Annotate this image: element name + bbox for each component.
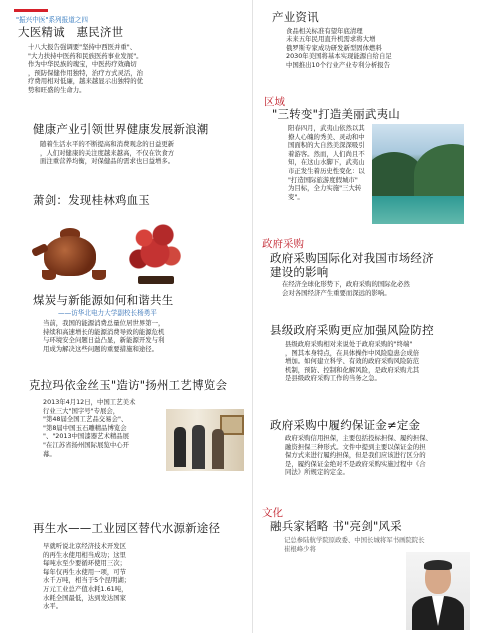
industry-news-list xyxy=(286,27,392,69)
section-header-region: 区域 xyxy=(264,96,285,108)
article-title-coal-energy[interactable]: 煤炭与新能源如何和谐共生 xyxy=(33,293,174,307)
news-item[interactable]: 中国推出10个行业产业专利分析报告 xyxy=(286,60,390,69)
article-title-performance-bond[interactable]: 政府采购中履约保证金≠定金 xyxy=(270,418,421,432)
news-item[interactable]: 未来五年民用直升机需求将大增 xyxy=(286,35,376,44)
article-title-recycled-water[interactable]: 再生水——工业园区替代水源新途径 xyxy=(33,521,221,535)
article-summary-recycled-water: 早就听说北京经济技术开发区 的再生水使用相当成功；这里 每吨水至少要循环使用三次； 每年仅再生水使用一项，可节 水千万吨，相当于5个昆明湖； 万元工业总产值水耗1.61吨， 水耗全国最低，达到发达国家 水平。 xyxy=(43,542,131,611)
column-divider xyxy=(252,0,253,633)
section-header-industry-news: 产业资讯 xyxy=(272,10,319,24)
mountain-lake-photo xyxy=(372,124,464,224)
section-header-culture: 文化 xyxy=(262,507,283,519)
article-summary-health-industry: 随着生活水平的不断提高和消费观念的日益更新 ，人们对健康的关注度越来越高，不仅在饮食方 面注重营养均衡，对保健品的需求也日益增多。 xyxy=(40,140,175,166)
article-summary-karamay-jade: 2013年4月12日，中国工艺美术 行业三大"国字号"专展会， "第48届全国工艺品交易会"、 "第8届中国玉石雕精品博览会 "、"2013中国漆器艺术精品展 "在江苏省扬州国际展览中心开 幕。 xyxy=(43,398,136,458)
article-title-general-calligraphy[interactable]: 融兵家韬略 书"亮剑"风采 xyxy=(270,519,402,533)
article-subtitle-coal-energy: ——访华北电力大学副校长杨勇平 xyxy=(58,309,157,317)
article-summary-county-procurement-risk: 县级政府采购相对来说处于政府采购的"终端" ，图其本身特点，在具体操作中风险隐患会成倍 增加。如何建立科学、有效的政府采购风险防范 机制，预防、控制和化解风险，是政府采购尤其 是县级政府采购工作的当务之急。 xyxy=(285,340,420,383)
teapot-coral-photo xyxy=(30,214,194,288)
article-title-wuyishan[interactable]: "三转变"打造美丽武夷山 xyxy=(272,107,400,121)
article-summary-wuyishan: 阳春四月，武夷山依然以其 撩人心魄的秀美、灵动和中 国面积的大自然美深深吸引 着游客。然而，人们尚且不 知，在这山水脚下，武夷山 市正发生着历史性变化：以 "打造国际旅游度假城市" 为目标，全力实施"三大转 变"。 xyxy=(288,124,365,201)
article-title-jade[interactable]: 萧剑：发现桂林鸡血玉 xyxy=(33,193,150,207)
article-title-procurement-internationalization[interactable]: 政府采购国际化对我国市场经济 建设的影响 xyxy=(270,251,434,279)
section-header-gov-procurement: 政府采购 xyxy=(262,238,304,250)
article-title-county-procurement-risk[interactable]: 县级政府采购更应加强风险防控 xyxy=(270,323,434,337)
article-title-tcm[interactable]: 大医精诚 惠民济世 xyxy=(18,25,124,39)
article-summary-general-calligraphy: 记总参陆航学院原政委、中国长城将军书画院院长 崔根峰少将 xyxy=(284,536,425,553)
article-summary-performance-bond: 政府采购信用担保，主要包括投标担保、履约担保、 融资担保三种形式。文件中提到主要以保证金的担 保方式来进行履约担保，但是我们应该进行区分的 是，履约保证金绝对不是政府采购实施过程中《合 同法》所规定的定金。 xyxy=(285,434,432,477)
article-summary-coal-energy: 当前，我国的能源消费总量位居世界第一， 持续和高速增长的能源消费导致的能源危机 与环境安全问题日益凸显，新能源开发与利 用成为解决这些问题的重要措施和途径。 xyxy=(43,319,165,353)
exhibition-photo xyxy=(166,409,244,471)
series-tag: "振兴中医"系列报道之四 xyxy=(16,16,89,24)
portrait-photo xyxy=(406,552,470,630)
article-summary-tcm: 十八大报告强调要"坚持中西医并重"、 "大力扶持中医药和民族医药事业发展"。 作为中华民族的瑰宝，中医药疗效确切 ，预防保健作用独特，治疗方式灵活，治 疗费用相对低廉，越来越显示出独特的优 势和旺盛的生命力。 xyxy=(28,43,144,94)
article-title-health-industry[interactable]: 健康产业引领世界健康发展新浪潮 xyxy=(33,122,209,136)
news-item[interactable]: 俄罗斯专家成功研发新型固体燃料 xyxy=(286,43,382,52)
article-summary-procurement-internationalization: 在经济全球化形势下，政府采购的国际化必然 会对各国经济产生重要而深远的影响。 xyxy=(282,280,410,297)
news-item[interactable]: 2030年美国将基本实现能源自给自足 xyxy=(286,52,392,61)
news-item[interactable]: 食品相关标准有望年底清理 xyxy=(286,27,363,35)
article-title-karamay-jade[interactable]: 克拉玛依金丝玉"造访"扬州工艺博览会 xyxy=(29,378,228,392)
header-accent-bar xyxy=(14,9,48,12)
